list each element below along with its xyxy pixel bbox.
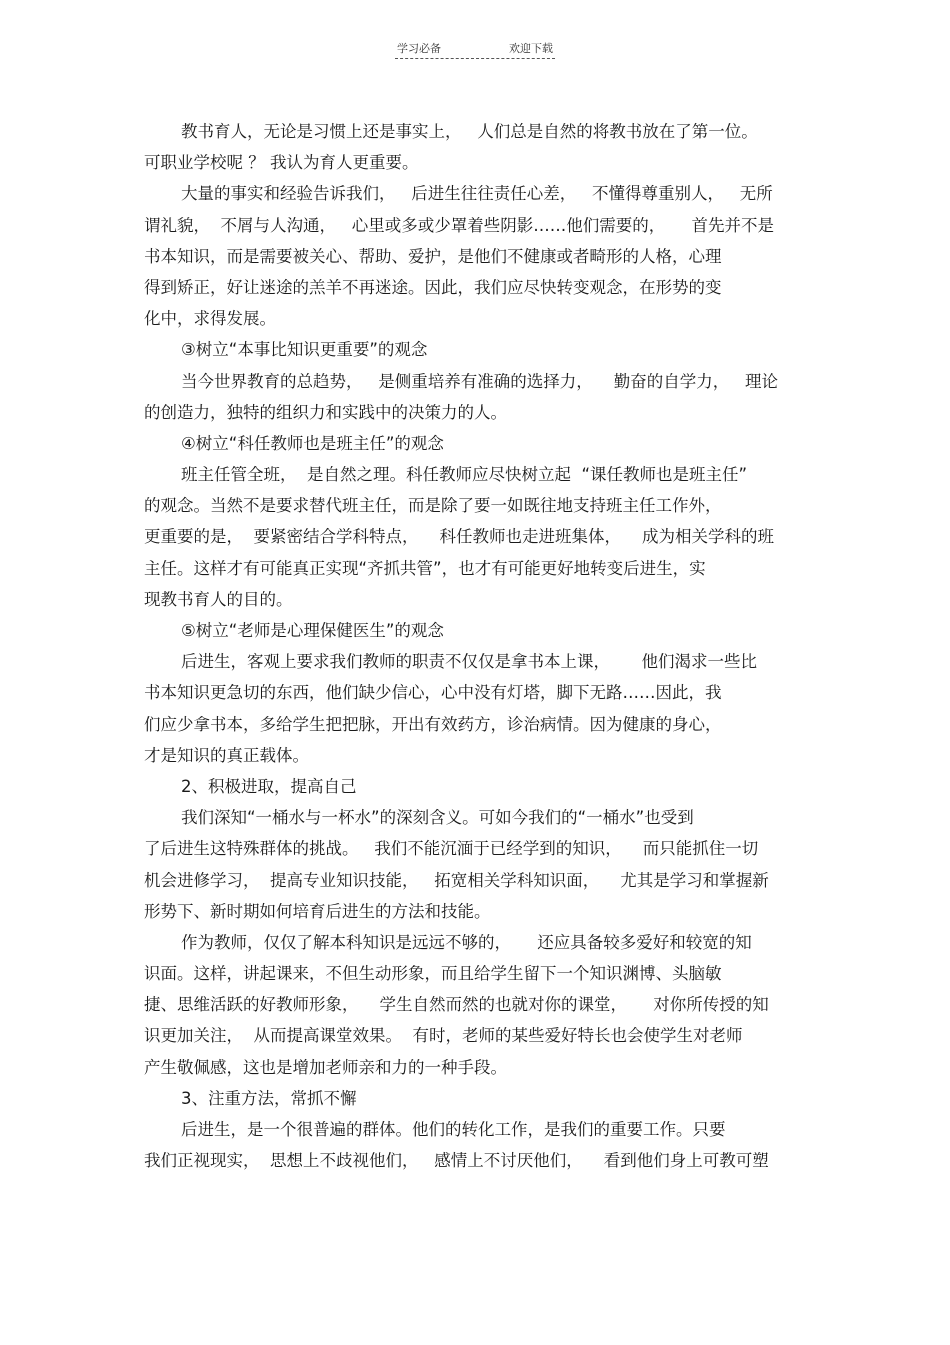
header-left-text: 学习必备: [397, 42, 441, 55]
text-line: ④树立“科任教师也是班主任”的观念: [181, 433, 444, 453]
text-line: 大量的事实和经验告诉我们， 后进生往往责任心差， 不懂得尊重别人， 无所: [181, 184, 773, 204]
text-line: 更重要的是， 要紧密结合学科特点， 科任教师也走进班集体， 成为相关学科的班: [144, 527, 774, 547]
text-line: 机会进修学习， 提高专业知识技能， 拓宽相关学科知识面， 尤其是学习和掌握新: [144, 870, 769, 890]
text-line: 的观念。当然不是要求替代班主任，而是除了要一如既往地支持班主任工作外，: [144, 496, 722, 516]
text-line: 我们正视现实， 思想上不歧视他们， 感情上不讨厌他们， 看到他们身上可教可塑: [144, 1151, 769, 1171]
text-line: 我们深知“一桶水与一杯水”的深刻含义。可如今我们的“一桶水”也受到: [181, 808, 694, 828]
text-line: 形势下、新时期如何培育后进生的方法和技能。: [144, 901, 491, 921]
text-line: 班主任管全班， 是自然之理。科任教师应尽快树立起 “课任教师也是班主任”: [181, 465, 748, 485]
text-line: 后进生，是一个很普遍的群体。他们的转化工作，是我们的重要工作。只要: [181, 1120, 726, 1139]
text-line: 作为教师，仅仅了解本科知识是远远不够的， 还应具备较多爱好和较宽的知: [181, 932, 752, 952]
text-line: 才是知识的真正载体。: [144, 745, 309, 765]
text-line: 得到矫正，好让迷途的羔羊不再迷途。因此，我们应尽快转变观念，在形势的变: [144, 277, 722, 297]
header-right-text: 欢迎下载: [509, 42, 553, 55]
text-line: 化中，求得发展。: [144, 309, 276, 329]
text-line: 可职业学校呢 ？ 我认为育人更重要。: [144, 153, 419, 173]
text-line: 产生敬佩感，这也是增加老师亲和力的一种手段。: [144, 1057, 507, 1077]
document-body: [144, 116, 814, 1176]
text-line: 3、注重方法，常抓不懈: [181, 1088, 357, 1108]
text-line: 教书育人，无论是习惯上还是事实上， 人们总是自然的将教书放在了第一位。: [181, 122, 758, 141]
text-line: 书本知识，而是需要被关心、帮助、爱护，是他们不健康或者畸形的人格，心理: [144, 246, 722, 266]
text-line: 主任。这样才有可能真正实现“齐抓共管”，也才有可能更好地转变后进生，实: [144, 558, 706, 578]
text-line: 的创造力，独特的组织力和实践中的决策力的人。: [144, 402, 507, 422]
text-line: ③树立“本事比知识更重要”的观念: [181, 340, 428, 360]
text-line: 了后进生这特殊群体的挑战。 我们不能沉湎于已经学到的知识， 而只能抓住一切: [144, 839, 759, 859]
text-line: 识面。这样，讲起课来，不但生动形象，而且给学生留下一个知识渊博、头脑敏: [144, 964, 722, 984]
text-line: 识更加关注， 从而提高课堂效果。 有时，老师的某些爱好特长也会使学生对老师: [144, 1026, 743, 1046]
text-line: 2、积极进取，提高自己: [181, 776, 357, 796]
text-line: 书本知识更急切的东西，他们缺少信心，心中没有灯塔，脚下无路……因此，我: [144, 683, 722, 703]
text-line: 谓礼貌， 不屑与人沟通， 心里或多或少罩着些阴影……他们需要的， 首先并不是: [144, 215, 774, 235]
text-line: 们应少拿书本，多给学生把把脉，开出有效药方，诊治病情。因为健康的身心，: [144, 714, 722, 734]
text-line: ⑤树立“老师是心理保健医生”的观念: [181, 621, 444, 640]
text-line: 捷、思维活跃的好教师形象， 学生自然而然的也就对你的课堂， 对你所传授的知: [144, 995, 769, 1015]
text-line: 后进生，客观上要求我们教师的职责不仅仅是拿书本上课， 他们渴求一些比: [181, 652, 757, 672]
text-line: 当今世界教育的总趋势， 是侧重培养有准确的选择力， 勤奋的自学力， 理论: [181, 371, 778, 391]
page-header: [395, 40, 555, 59]
text-line: 现教书育人的目的。: [144, 589, 293, 609]
